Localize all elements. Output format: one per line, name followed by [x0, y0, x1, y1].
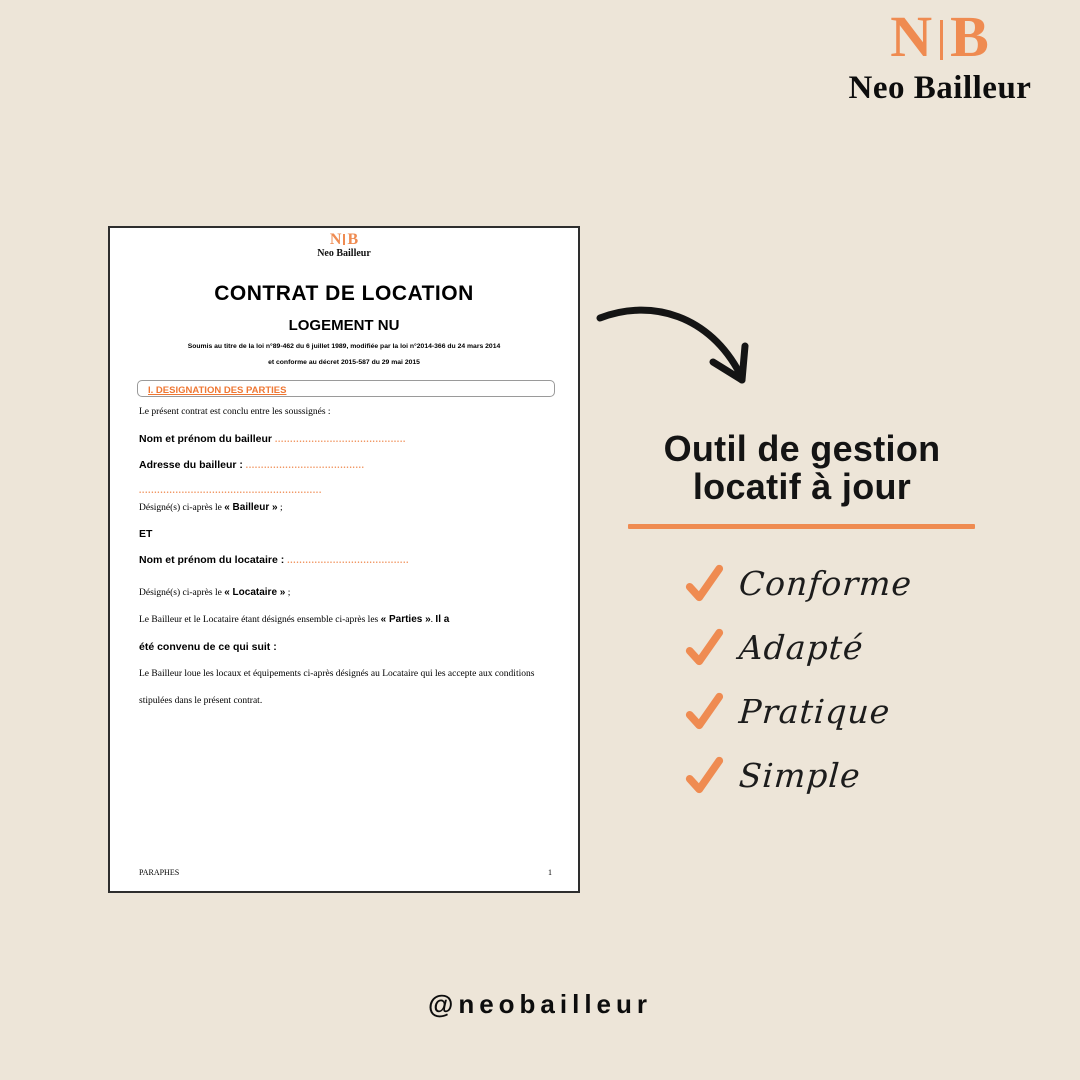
designation-locataire-line [139, 587, 559, 598]
parties-line [139, 614, 559, 625]
brand-logo-mark [820, 6, 1060, 68]
brand-logo-letter-b: B [950, 4, 990, 69]
section-title: I. DESIGNATION DES PARTIES [148, 385, 287, 396]
benefits-panel [628, 430, 976, 807]
designation-suffix: ; [285, 588, 291, 598]
document-footer [139, 868, 552, 877]
location-clause-line2: stipulées dans le présent contrat. [139, 696, 263, 706]
designation-text: Désigné(s) ci-après le [139, 503, 225, 513]
intro-line: Le présent contrat est conclu entre les soussignés : [139, 407, 331, 417]
convenu-line [139, 641, 559, 653]
contract-document-page [108, 226, 580, 893]
brand-name: Neo Bailleur [848, 70, 1032, 106]
document-logo-name: Neo Bailleur [317, 248, 371, 259]
panel-heading [628, 430, 976, 506]
bailleur-term: « Bailleur » [224, 502, 278, 513]
dotted-fill: ............................................................ [139, 485, 322, 495]
locataire-name-line [139, 554, 559, 566]
document-title: CONTRAT DE LOCATION [214, 282, 474, 306]
et-label: ET [139, 528, 153, 540]
designation-suffix: ; [277, 503, 283, 513]
designation-bailleur-line [139, 502, 559, 513]
et-line [139, 528, 559, 540]
locataire-name-label: Nom et prénom du locataire : [139, 554, 288, 566]
orange-divider [628, 524, 975, 529]
checklist-item-label: Simple [737, 755, 863, 795]
parties-text: Le Bailleur et le Locataire étant désignés ensemble ci-après les [139, 615, 381, 625]
locataire-term: « Locataire » [224, 587, 286, 598]
page-number: 1 [548, 868, 552, 877]
benefits-checklist [628, 551, 976, 807]
dotted-fill: ........................................ [287, 555, 410, 565]
bailleur-name-label: Nom et prénom du bailleur [139, 433, 275, 445]
dotted-fill: ........................................... [274, 434, 407, 444]
bailleur-address-label: Adresse du bailleur : [139, 459, 246, 471]
parties-term: « Parties » [380, 614, 431, 625]
logo-divider-bar [940, 20, 943, 60]
legal-reference-line1: Soumis au titre de la loi n°89-462 du 6 juillet 1989, modifiée par la loi n°2014-366 du 24 mars 2014 [187, 343, 501, 350]
document-logo-mark [110, 231, 578, 248]
check-icon [683, 626, 725, 668]
bailleur-name-line [139, 433, 559, 445]
panel-heading-line2: locatif à jour [692, 466, 912, 507]
check-icon [683, 754, 725, 796]
paraphes-label: PARAPHES [139, 868, 180, 877]
bailleur-address-line [139, 459, 559, 471]
checklist-item-label: Adapté [737, 627, 865, 667]
social-handle: @neobailleur [427, 989, 653, 1019]
checklist-item-label: Conforme [737, 563, 914, 603]
dotted-fill: ....................................... [245, 460, 365, 470]
panel-heading-line1: Outil de gestion [663, 428, 941, 469]
parties-bold-tail: Il a [435, 614, 450, 625]
checklist-item [683, 615, 976, 679]
check-icon [683, 562, 725, 604]
document-logo-letter-n: N [329, 231, 342, 248]
check-icon [683, 690, 725, 732]
document-subtitle: LOGEMENT NU [288, 317, 400, 335]
checklist-item [683, 743, 976, 807]
designation-text: Désigné(s) ci-après le [139, 588, 225, 598]
checklist-item-label: Pratique [737, 691, 892, 731]
brand-logo [820, 6, 1060, 107]
legal-reference-line2: et conforme au décret 2015-587 du 29 mai 2015 [268, 359, 420, 366]
checklist-item [683, 679, 976, 743]
location-clause-line1: Le Bailleur loue les locaux et équipements ci-après désignés au Locataire qui les accepte aux conditions [139, 669, 535, 679]
convenu-label: été convenu de ce qui suit : [139, 641, 277, 653]
curved-arrow-icon [592, 296, 762, 396]
brand-logo-letter-n: N [890, 4, 934, 69]
checklist-item [683, 551, 976, 615]
document-logo-divider [343, 234, 345, 245]
document-logo [110, 231, 578, 259]
parties-separator: . [430, 615, 436, 625]
dotted-fill-line [139, 485, 559, 496]
document-logo-letter-b: B [347, 231, 359, 248]
section-header-box [137, 380, 555, 397]
